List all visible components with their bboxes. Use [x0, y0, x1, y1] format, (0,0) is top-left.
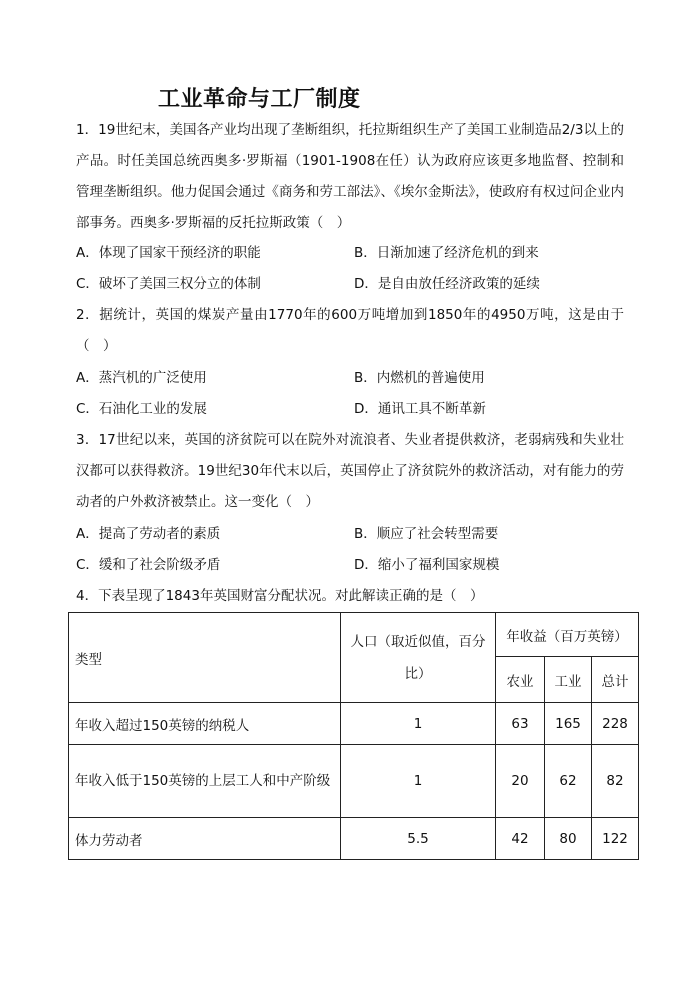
row-agriculture: 42	[496, 818, 545, 860]
row-industry: 80	[545, 818, 592, 860]
question-4-text: 4．下表呈现了1843年英国财富分配状况。对此解读正确的是（ ）	[76, 588, 484, 604]
row-total: 122	[592, 818, 639, 860]
table-row	[69, 818, 639, 860]
question-2-text: 2．据统计，英国的煤炭产量由1770年的600万吨增加到1850年的4950万吨，这是由于（ ）	[76, 307, 624, 354]
row-type: 体力劳动者	[69, 818, 341, 860]
subheader-total: 总计	[592, 657, 639, 703]
page-title: 工业革命与工厂制度	[158, 87, 361, 112]
subheader-agriculture: 农业	[496, 657, 545, 703]
row-agriculture: 63	[496, 703, 545, 745]
question-1-option-c: C．破坏了美国三权分立的体制	[76, 276, 261, 292]
question-2-option-a: A．蒸汽机的广泛使用	[76, 370, 207, 386]
question-1-option-a: A．体现了国家干预经济的职能	[76, 245, 261, 261]
question-2-option-d: D．通讯工具不断革新	[354, 401, 486, 417]
row-industry: 62	[545, 745, 592, 818]
question-2-option-b: B．内燃机的普遍使用	[354, 370, 485, 386]
row-total: 228	[592, 703, 639, 745]
wealth-distribution-table	[68, 612, 639, 860]
table-header-row	[69, 613, 639, 657]
question-1-option-d: D．是自由放任经济政策的延续	[354, 276, 540, 292]
question-3-option-a: A．提高了劳动者的素质	[76, 526, 221, 542]
header-annual-income: 年收益（百万英镑）	[496, 613, 639, 657]
row-industry: 165	[545, 703, 592, 745]
question-1-option-b: B．日渐加速了经济危机的到来	[354, 245, 539, 261]
row-total: 82	[592, 745, 639, 818]
subheader-industry: 工业	[545, 657, 592, 703]
question-1-text: 1．19世纪末，美国各产业均出现了垄断组织，托拉斯组织生产了美国工业制造品2/3以上的产品。时任美国总统西奥多·罗斯福（1901-1908在任）认为政府应该更多地监督、控制和管理垄断组织。他力促国会通过《商务和劳工部法》、《埃尔金斯法》，使政府有权过问企业内部事务。西奥多·罗斯福的反托拉斯政策（ ）	[76, 122, 624, 231]
table-row	[69, 703, 639, 745]
header-type: 类型	[69, 613, 341, 703]
row-population: 5.5	[341, 818, 496, 860]
row-type: 年收入低于150英镑的上层工人和中产阶级	[69, 745, 341, 818]
table-row	[69, 745, 639, 818]
row-population: 1	[341, 745, 496, 818]
question-3-text: 3．17世纪以来，英国的济贫院可以在院外对流浪者、失业者提供救济，老弱病残和失业壮汉都可以获得救济。19世纪30年代末以后，英国停止了济贫院外的救济活动，对有能力的劳动者的户外救济被禁止。这一变化（ ）	[76, 432, 624, 510]
question-3-option-b: B．顺应了社会转型需要	[354, 526, 499, 542]
question-3-option-c: C．缓和了社会阶级矛盾	[76, 557, 221, 573]
row-type: 年收入超过150英镑的纳税人	[69, 703, 341, 745]
row-population: 1	[341, 703, 496, 745]
question-2-option-c: C．石油化工业的发展	[76, 401, 207, 417]
row-agriculture: 20	[496, 745, 545, 818]
question-3-option-d: D．缩小了福利国家规模	[354, 557, 500, 573]
header-population: 人口（取近似值，百分比）	[341, 613, 496, 703]
